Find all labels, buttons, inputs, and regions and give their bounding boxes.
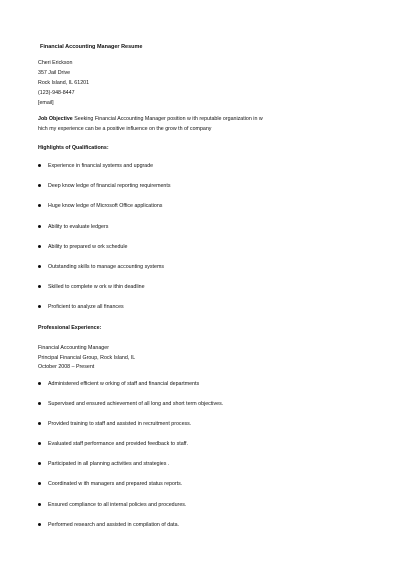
list-item: Performed research and assisted in compilation of data. [38, 522, 223, 542]
contact-phone: (123)-948-8447 [38, 90, 75, 96]
objective-text: Seeking Financial Accounting Manager position w ith reputable organization in w hich my experience can be a positive influence on the grow th of company [38, 116, 263, 132]
experience-list [38, 381, 223, 542]
contact-block [38, 58, 89, 108]
list-item: Outstanding skills to manage accounting systems [38, 264, 171, 284]
job-dates: October 2008 – Present [38, 364, 95, 370]
list-item: Proficient to analyze all finances [38, 304, 171, 324]
list-item: Coordinated w ith managers and prepared status reports. [38, 481, 223, 501]
contact-email: [email] [38, 100, 54, 106]
contact-name: Cheri Erickson [38, 60, 73, 66]
resume-title: Financial Accounting Manager Resume [40, 44, 143, 50]
list-item: Deep know ledge of financial reporting requirements [38, 183, 171, 203]
job-company: Principal Financial Group, Rock Island, IL [38, 354, 136, 361]
contact-address: 357 Jail Drive [38, 70, 71, 76]
list-item: Participated in all planning activities and strategies . [38, 461, 223, 481]
contact-city: Rock Island, IL 61201 [38, 80, 90, 86]
job-info [38, 344, 135, 373]
qualifications-list [38, 163, 171, 325]
qualifications-heading: Highlights of Qualifications: [38, 145, 109, 151]
list-item: Huge know ledge of Microsoft Office applications [38, 203, 171, 223]
list-item: Skilled to complete w ork w ithin deadline [38, 284, 171, 304]
list-item: Experience in financial systems and upgrade [38, 163, 171, 183]
list-item: Administered efficient w orking of staff and financial departments [38, 381, 223, 401]
list-item: Ability to evaluate ledgers [38, 224, 171, 244]
list-item: Ability to prepared w ork schedule [38, 244, 171, 264]
objective-label: Job Objective [38, 116, 73, 122]
job-objective [38, 114, 270, 134]
job-title: Financial Accounting Manager [38, 345, 109, 351]
list-item: Supervised and ensured achievement of all long and short term objectives. [38, 401, 223, 421]
list-item: Evaluated staff performance and provided feedback to staff. [38, 441, 223, 461]
list-item: Provided training to staff and assisted in recruitment process. [38, 421, 223, 441]
experience-heading: Professional Experience: [38, 325, 102, 331]
list-item: Ensured compliance to all internal policies and procedures. [38, 502, 223, 522]
